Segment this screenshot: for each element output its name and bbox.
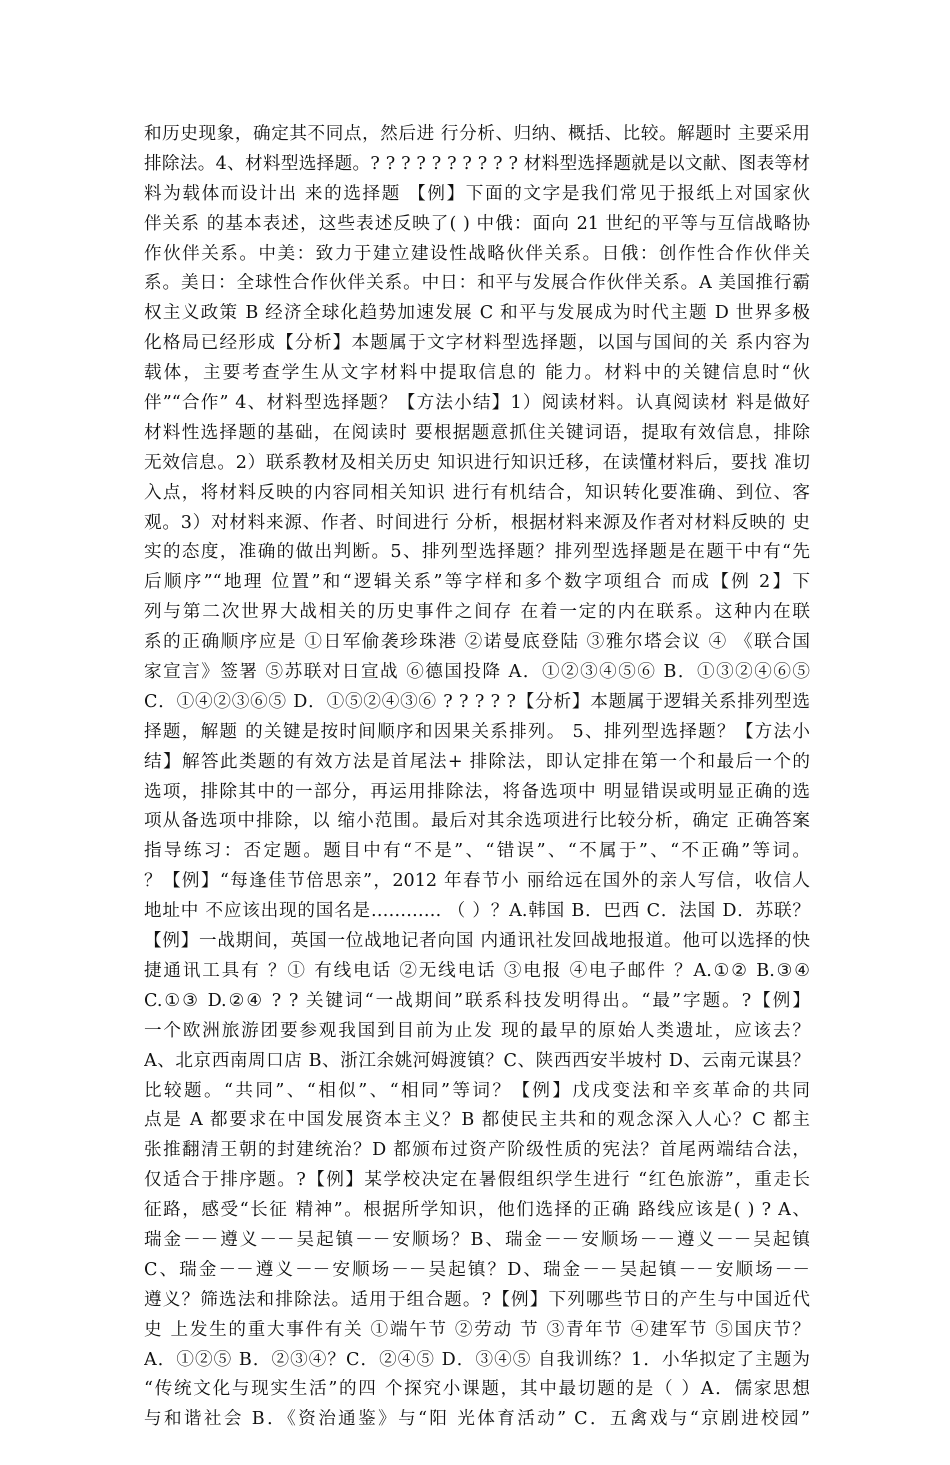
text-line-17: 列与第二次世界大战相关的历史事件之间存 在着一定的内在联系。这种内在联: [144, 602, 810, 623]
text-line-11: 材料性选择题的基础，在阅读时 要根据题意抓住关键词语，提取有效信息，排除: [144, 422, 810, 443]
text-line-12: 无效信息。2）联系教材及相关历史 知识进行知识迁移，在读懂材料后，要找 准切: [144, 452, 810, 473]
text-line-41: 史 上发生的重大事件有关 ①端午节 ②劳动 节 ③青年节 ④建军节 ⑤国庆节？: [144, 1319, 810, 1340]
text-line-43: “传统文化与现实生活”的四 个探究小课题，其中最切题的是（ ）A．儒家思想: [144, 1379, 810, 1400]
text-line-20: C．①④②③⑥⑤ D．①⑤②④③⑥ ? ? ? ? ?【分析】本题属于逻辑关系排列型选: [144, 691, 810, 712]
text-line-37: 征路，感受“长征 精神”。根据所学知识，他们选择的正确 路线应该是( ) ? A、: [144, 1200, 810, 1221]
text-line-44: 与和谐社会 B．《资治通鉴》与“阳 光体育活动” C．五禽戏与“京剧进校园”: [144, 1409, 810, 1430]
text-line-40: 遵义？筛选法和排除法。适用于组合题。?【例】下列哪些节日的产生与中国近代: [144, 1289, 810, 1310]
text-line-1: 和历史现象，确定其不同点，然后进 行分析、归纳、概括、比较。解题时 主要采用: [144, 124, 810, 144]
text-line-31: 一个欧洲旅游团要参观我国到目前为止发 现的最早的原始人类遗址，应该去？: [144, 1020, 810, 1041]
text-line-24: 项从备选项中排除，以 缩小范围。最后对其余选项进行比较分析，确定 正确答案: [144, 811, 810, 832]
text-line-10: 伴”“合作” 4、材料型选择题？【方法小结】1）阅读材料。认真阅读材 料是做好: [144, 393, 810, 414]
text-line-3: 料为载体而设计出 来的选择题 【例】下面的文字是我们常见于报纸上对国家伙: [144, 183, 810, 204]
text-line-38: 瑞金－－遵义－－吴起镇－－安顺场？B、瑞金－－安顺场－－遵义－－吴起镇: [144, 1229, 810, 1250]
text-line-21: 择题，解题 的关键是按时间顺序和因果关系排列。 5、排列型选择题？【方法小: [144, 721, 810, 742]
document-body: [144, 120, 810, 1465]
text-line-23: 选项，排除其中的一部分，再运用排除法，将备选项中 明显错误或明显正确的选: [144, 781, 810, 802]
text-line-27: 地址中 不应该出现的国名是………… （ ）？A.韩国 B．巴西 C．法国 D．苏联？: [144, 901, 810, 922]
text-line-42: A．①②⑤ B．②③④？C．②④⑤ D．③④⑤ 自我训练？1．小华拟定了主题为: [144, 1349, 810, 1370]
text-line-45: [144, 1435, 810, 1465]
text-line-28: 【例】一战期间，英国一位战地记者向国 内通讯社发回战地报道。他可以选择的快: [144, 931, 810, 952]
text-line-30: C.①③ D.②④ ? ? 关键词“一战期间”联系科技发明得出。“最”字题。?【例】: [144, 990, 810, 1011]
text-line-39: C、瑞金－－遵义－－安顺场－－吴起镇？D、瑞金－－吴起镇－－安顺场－－: [144, 1259, 810, 1280]
text-line-14: 观。3）对材料来源、作者、时间进行 分析，根据材料来源及作者对材料反映的 史: [144, 512, 810, 533]
text-line-16: 后顺序”“地理 位置”和“逻辑关系”等字样和多个数字项组合 而成【例 2】下: [144, 572, 810, 593]
text-line-18: 系的正确顺序应是 ①日军偷袭珍珠港 ②诺曼底登陆 ③雅尔塔会议 ④ 《联合国: [144, 632, 810, 653]
text-line-36: 仅适合于排序题。?【例】某学校决定在暑假组织学生进行 “红色旅游”，重走长: [144, 1170, 810, 1191]
text-line-35: 张推翻清王朝的封建统治？D 都颁布过资产阶级性质的宪法？首尾两端结合法，: [144, 1140, 810, 1161]
text-line-8: 化格局已经形成【分析】本题属于文字材料型选择题，以国与国间的关 系内容为: [144, 333, 810, 354]
text-line-32: A、北京西南周口店 B、浙江余姚河姆渡镇？C、陕西西安半坡村 D、云南元谋县？: [144, 1050, 810, 1071]
text-line-34: 点是 A 都要求在中国发展资本主义？B 都使民主共和的观念深入人心？C 都主: [144, 1110, 810, 1131]
text-line-25: 指导练习：否定题。题目中有“不是”、“错误”、“不属于”、“不正确”等词。: [144, 841, 810, 862]
text-line-15: 实的态度，准确的做出判断。5、排列型选择题？排列型选择题是在题干中有“先: [144, 542, 810, 563]
text-line-13: 入点，将材料反映的内容同相关知识 进行有机结合，知识转化要准确、到位、客: [144, 482, 810, 503]
text-line-9: 载体，主要考查学生从文字材料中提取信息的 能力。材料中的关键信息时“伙: [144, 363, 810, 384]
text-line-2: 排除法。4、材料型选择题。? ? ? ? ? ? ? ? ? ? 材料型选择题就是以文献、图表等材: [144, 153, 810, 174]
text-line-7: 权主义政策 B 经济全球化趋势加速发展 C 和平与发展成为时代主题 D 世界多极: [144, 303, 810, 324]
text-line-6: 系。美日：全球性合作伙伴关系。中日：和平与发展合作伙伴关系。A 美国推行霸: [144, 273, 810, 294]
text-line-33: 比较题。“共同”、“相似”、“相同”等词？【例】戊戌变法和辛亥革命的共同: [144, 1080, 810, 1101]
text-line-22: 结】解答此类题的有效方法是首尾法+ 排除法，即认定排在第一个和最后一个的: [144, 751, 810, 772]
text-line-29: 捷通讯工具有 ？① 有线电话 ②无线电话 ③电报 ④电子邮件 ？A.①② B.③④: [144, 960, 810, 981]
text-line-4: 伴关系 的基本表述，这些表述反映了( ) 中俄：面向 21 世纪的平等与互信战略协: [144, 213, 810, 234]
text-line-5: 作伙伴关系。中美：致力于建立建设性战略伙伴关系。日俄：创作性合作伙伴关: [144, 243, 810, 264]
text-line-19: 家宣言》签署 ⑤苏联对日宣战 ⑥德国投降 A．①②③④⑤⑥ B．①③②④⑥⑤: [144, 662, 810, 683]
text-line-26: ？【例】“每逢佳节倍思亲”，2012 年春节小 丽给远在国外的亲人写信，收信人: [144, 871, 810, 892]
